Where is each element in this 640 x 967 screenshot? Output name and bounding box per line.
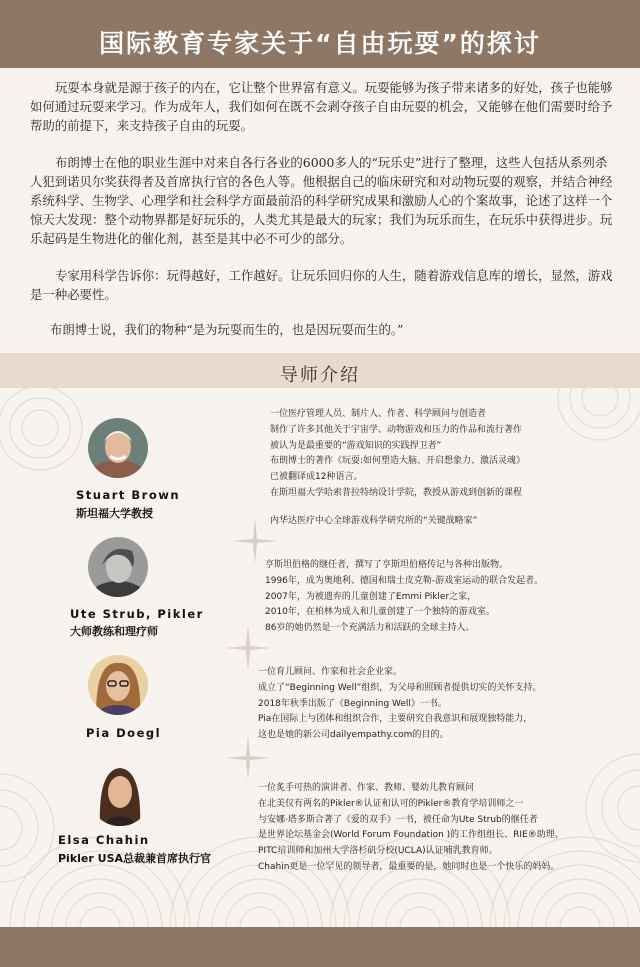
bio-line: 这也是她的新公司dailyempathy.com的目的。 bbox=[258, 730, 449, 741]
bio-line: 在北美仅有两名的Pikler®认证和认可的Pikler®教育学培训师之一 bbox=[258, 798, 524, 809]
intro-text bbox=[30, 78, 615, 357]
bio-line: Pia在国际上与团体和组织合作，主要研究自我意识和展现独特能力， bbox=[258, 714, 533, 725]
mentor-name: Stuart Brown bbox=[76, 488, 181, 502]
mentor-photo-pia-doegl bbox=[88, 655, 148, 715]
bio-line: 与安娜·塔多斯合著了《爱的双手》一书，被任命为Ute Strub的继任者 bbox=[258, 814, 538, 825]
bio-line bbox=[270, 502, 525, 514]
mentor-photo-ute-strub bbox=[88, 537, 148, 597]
mentor-name: Pia Doegl bbox=[86, 726, 162, 740]
bio-line: 亨斯坦伯格的继任者，撰写了亨斯坦伯格传记与各种出版物。 bbox=[265, 560, 509, 570]
mentor-name: Elsa Chahin bbox=[58, 833, 150, 847]
bio-line: 制作了许多其他关于宇宙学、动物游戏和压力的作品和流行著作 bbox=[270, 424, 523, 435]
page-title: 国际教育专家关于“自由玩耍”的探讨 bbox=[99, 29, 541, 58]
bio-line: 2018年秋季出版了《Beginning Well》一书。 bbox=[258, 698, 447, 709]
intro-paragraph: 玩耍本身就是源于孩子的内在，它让整个世界富有意义。玩耍能够为孩子带来诸多的好处，孩子也能够如何通过玩耍来学习。作为成年人，我们如何在既不会剥夺孩子自由玩耍的机会，又能够在他们需要时给予帮助的前提下，来支持孩子自由的玩耍。 bbox=[30, 80, 613, 133]
section-header bbox=[0, 353, 640, 388]
bio-line: 成立了“Beginning Well”组织，为父母和照顾者提供切实的关怀支持。 bbox=[258, 682, 542, 693]
bio-line: 2007年，为被遗弃的儿童创建了Emmi Pikler之家， bbox=[265, 591, 477, 602]
bio-line: 一位育儿顾问、作家和社会企业家。 bbox=[258, 667, 403, 677]
mentor-photo-elsa-chahin bbox=[88, 762, 152, 826]
section-title: 导师介绍 bbox=[280, 365, 360, 386]
mentor-title: 斯坦福大学教授 bbox=[76, 507, 153, 520]
mentor-bio bbox=[265, 558, 543, 637]
bio-line: 是世界论坛基金会(World Forum Foundation )的工作组组长、RIE®助理、 bbox=[258, 830, 564, 841]
bio-line: Chahin更是一位罕见的领导者，最重要的是，她同时也是一个快乐的妈妈。 bbox=[258, 861, 560, 872]
mentor-bio bbox=[258, 781, 564, 876]
bio-line: 2010年，在柏林为成人和儿童创建了一个独特的游戏室。 bbox=[265, 607, 495, 618]
intro-quote: 布朗博士说，我们的物种“是为玩耍而生的，也是因玩耍而生的。” bbox=[50, 322, 404, 337]
mentor-name: Ute Strub, Pikler bbox=[70, 607, 204, 621]
bio-line: 布朗博士的著作《玩耍:如何塑造大脑、开启想象力、激活灵魂》 bbox=[270, 456, 526, 467]
intro-paragraph: 布朗博士在他的职业生涯中对来自各行各业的6000多人的“玩乐史”进行了整理，这些人包括从系列杀人犯到诺贝尔奖获得者及首席执行官的各色人等。他根据自己的临床研究和对动物玩耍的观察，并结合神经系统科学、生物学、心理学和社会科学方面最前沿的科学研究成果和激励人心的个案故事，论述了这样一个惊天大发现：整个动物界都是好玩乐的，人类尤其是最大的玩家；我们为玩乐而生，在玩乐中获得进步。玩乐起码是生物进化的催化剂，甚至是其中必不可少的部分。 bbox=[30, 155, 613, 246]
bio-line: 内华达医疗中心全球游戏科学研究所的“关键战略家” bbox=[270, 515, 478, 526]
header-bar bbox=[0, 0, 640, 68]
bio-line: 1996年，成为奥地利、德国和瑞士皮克勒-游戏室运动的联合发起者。 bbox=[265, 575, 544, 586]
bio-line: 86岁的她仍然是一个充满活力和活跃的全球主持人。 bbox=[265, 623, 475, 634]
intro-paragraph: 专家用科学告诉你：玩得越好，工作越好。让玩乐回归你的人生，随着游戏信息库的增长，显然，游戏是一种必要性。 bbox=[30, 268, 613, 302]
bio-line: 在斯坦福大学哈索普拉特纳设计学院，教授从游戏到创新的课程 bbox=[270, 487, 523, 498]
bio-line: 一位炙手可热的演讲者、作家、教师、婴幼儿教育顾问 bbox=[258, 783, 475, 793]
bio-line: PITC培训师和加州大学洛杉矶分校(UCLA)认证哺乳教育师。 bbox=[258, 846, 498, 857]
bio-line: 一位医疗管理人员、制片人、作者、科学顾问与创造者 bbox=[270, 409, 487, 419]
bio-line: 已被翻译成12种语言。 bbox=[270, 472, 363, 483]
mentor-title: Pikler USA总裁兼首席执行官 bbox=[58, 852, 212, 865]
mentor-bio bbox=[270, 407, 525, 530]
bio-line: 被认为是最重要的“游戏知识的实践捍卫者” bbox=[270, 440, 442, 451]
mentor-bio bbox=[258, 665, 541, 744]
mentor-title: 大师教练和理疗师 bbox=[70, 625, 158, 638]
mentor-photo-stuart-brown bbox=[88, 418, 148, 478]
footer-bar bbox=[0, 927, 640, 967]
